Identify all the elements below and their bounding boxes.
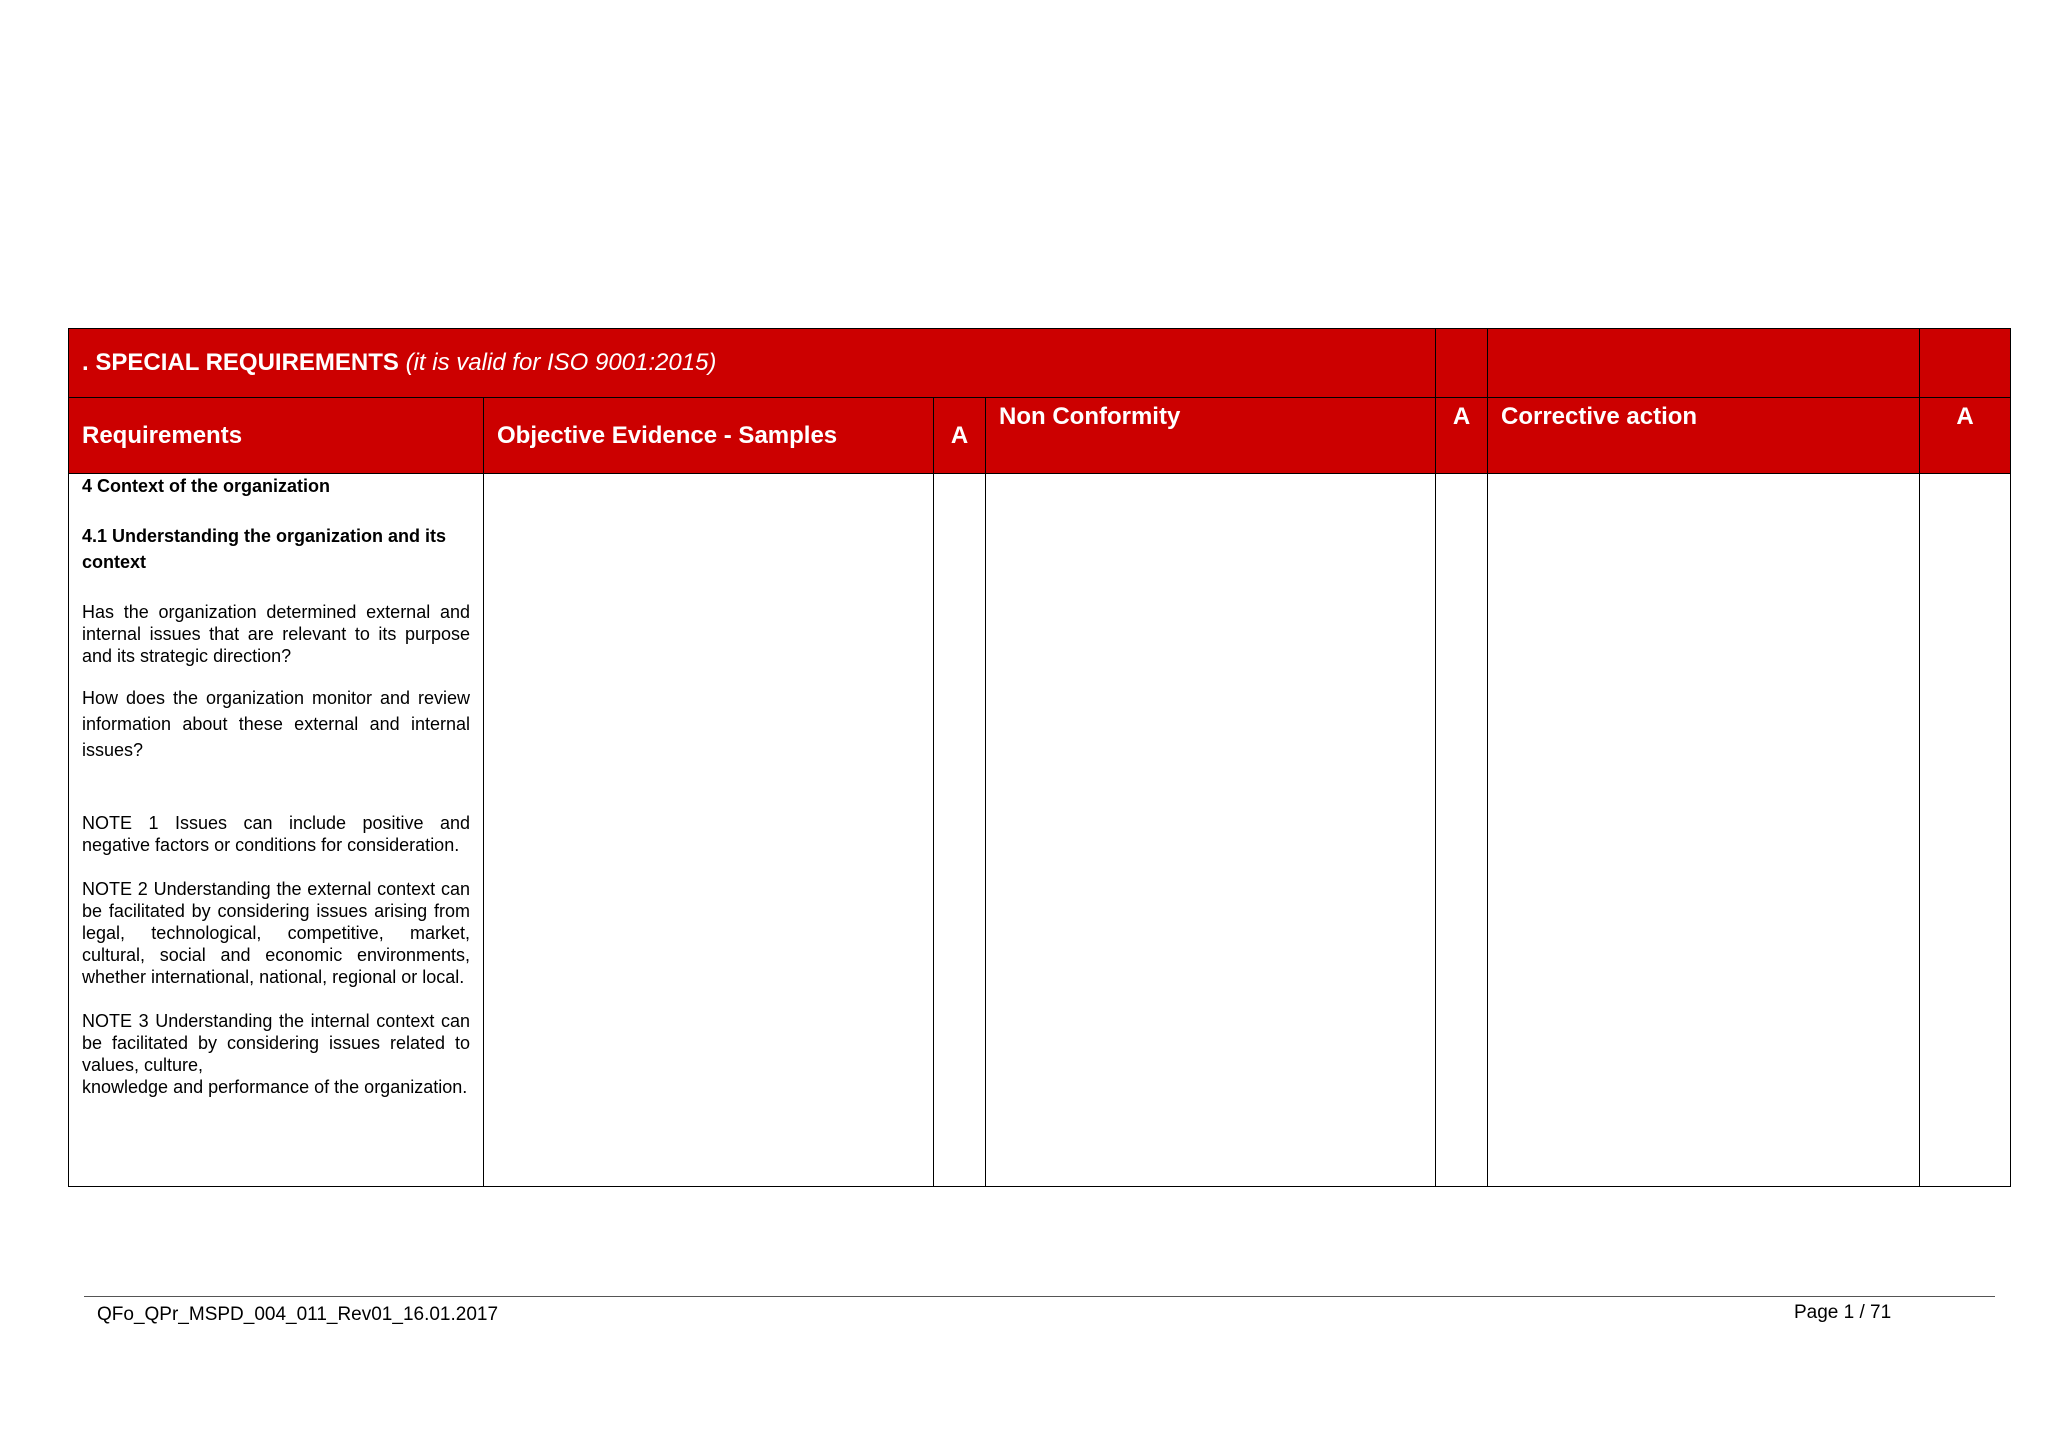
requirements-cell [69,474,484,1187]
corrective-action-input-cell[interactable] [1488,474,1920,1187]
header-nonconformity: Non Conformity [986,398,1436,474]
header-evidence: Objective Evidence - Samples [484,398,934,474]
a-evidence-input-cell[interactable] [934,474,986,1187]
title-italic: (it is valid for ISO 9001:2015) [405,349,717,376]
a-nonconformity-input-cell[interactable] [1436,474,1488,1187]
table-title [69,329,1436,398]
requirement-question: Has the organization determined external and internal issues that are relevant to its purpose and its strategic direction? [82,602,470,666]
requirement-question: How does the organization monitor and review information about these external and internal issues? [82,688,470,760]
section-heading: 4 Context of the organization [82,476,331,496]
header-a-corrective: A [1920,398,2011,474]
a-corrective-input-cell[interactable] [1920,474,2011,1187]
header-requirements: Requirements [69,398,484,474]
page-number: Page 1 / 71 [1794,1302,1892,1323]
requirement-note: NOTE 3 Understanding the internal context can be facilitated by considering issues related to values, culture, [82,1011,470,1075]
footer-divider [84,1296,1995,1297]
document-id: QFo_QPr_MSPD_004_011_Rev01_16.01.2017 [97,1304,499,1325]
header-corrective-action: Corrective action [1488,398,1920,474]
nonconformity-input-cell[interactable] [986,474,1436,1187]
title-row [69,329,2011,398]
title-blank-cell [1436,329,1488,398]
title-blank-cell [1488,329,1920,398]
title-bold: . SPECIAL REQUIREMENTS [82,349,399,376]
table-row [69,474,2011,1187]
requirement-note: NOTE 2 Understanding the external context can be facilitated by considering issues arising from legal, technological, competitive, market, cultural, social and economic environments, whether international, national, regional or local. [82,879,470,987]
audit-table [68,328,2011,1187]
subsection-heading: 4.1 Understanding the organization and its context [82,526,447,572]
requirement-note-continued: knowledge and performance of the organization. [82,1077,468,1097]
header-a-evidence: A [934,398,986,474]
column-header-row [69,398,2011,474]
header-a-nonconformity: A [1436,398,1488,474]
title-blank-cell [1920,329,2011,398]
requirement-note: NOTE 1 Issues can include positive and negative factors or conditions for consideration. [82,813,470,855]
evidence-input-cell[interactable] [484,474,934,1187]
